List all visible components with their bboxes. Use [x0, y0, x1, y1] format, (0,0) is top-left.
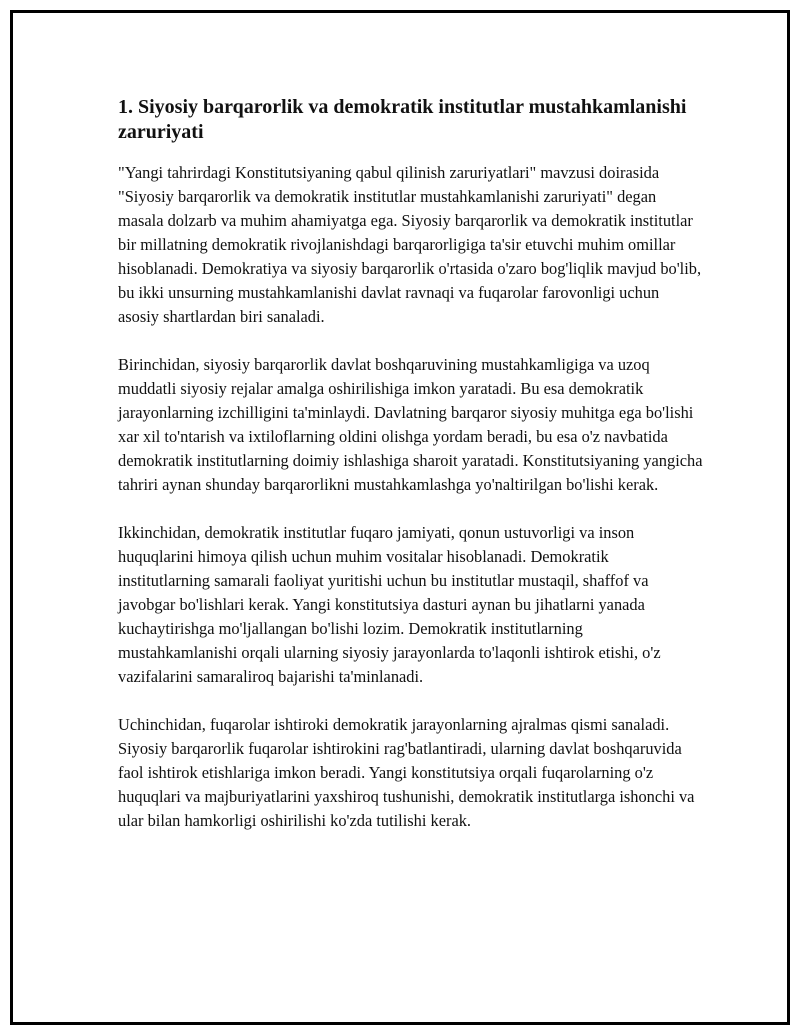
paragraph-third: Uchinchidan, fuqarolar ishtiroki demokratik jarayonlarning ajralmas qismi sanaladi. Siyosiy barqarorlik fuqarolar ishtirokini rag'batlantiradi, ularning davlat boshqaruvida faol ishtirok etishlariga imkon beradi. Yangi konstitutsiya orqali fuqarolarning o'z huquqlari va majburiyatlarini yaxshiroq tushunishi, demokratik institutlarga ishonchi va ular bilan hamkorligi oshirilishi ko'zda tutilishi kerak.	[118, 715, 695, 830]
paragraph-intro: "Yangi tahrirdagi Konstitutsiyaning qabul qilinish zaruriyatlari" mavzusi doirasida "Siyosiy barqarorlik va demokratik institutlar mustahkamlanishi zaruriyati" degan masala dolzarb va muhim ahamiyatga ega. Siyosiy barqarorlik va demokratik institutlar bir millatning demokratik rivojlanishdagi barqarorligiga ta'sir etuvchi muhim omillar hisoblanadi. Demokratiya va siyosiy barqarorlik o'rtasida o'zaro bog'liqlik mavjud bo'lib, bu ikki unsurning mustahkamlanishi davlat ravnaqi va fuqarolar farovonligi uchun asosiy shartlardan biri sanaladi.	[118, 163, 702, 326]
document-body	[118, 95, 703, 857]
paragraph-second: Ikkinchidan, demokratik institutlar fuqaro jamiyati, qonun ustuvorligi va inson huquqlarini himoya qilish uchun muhim vositalar hisoblanadi. Demokratik institutlarning samarali faoliyat yuritishi uchun bu institutlar mustaqil, shaffof va javobgar bo'lishlari kerak. Yangi konstitutsiya dasturi aynan bu jihatlarni yanada kuchaytirishga mo'ljallangan bo'lishi lozim. Demokratik institutlarning mustahkamlanishi orqali ularning siyosiy jarayonlarda to'laqonli ishtirok etishi, o'z vazifalarini samaraliroq bajarishi ta'minlanadi.	[118, 523, 661, 686]
document-page	[10, 10, 790, 1025]
section-heading: 1. Siyosiy barqarorlik va demokratik institutlar mustahkamlanishi zaruriyati	[118, 96, 687, 143]
paragraph-first: Birinchidan, siyosiy barqarorlik davlat boshqaruvining mustahkamligiga va uzoq muddatli siyosiy rejalar amalga oshirilishiga imkon yaratadi. Bu esa demokratik jarayonlarning izchilligini ta'minlaydi. Davlatning barqaror siyosiy muhitga ega bo'lishi xar xil to'ntarish va ixtiloflarning oldini olishga yordam beradi, bu esa o'z navbatida demokratik institutlarning doimiy ishlashiga sharoit yaratadi. Konstitutsiyaning yangicha tahriri aynan shunday barqarorlikni mustahkamlashga yo'naltirilgan bo'lishi kerak.	[118, 355, 703, 494]
